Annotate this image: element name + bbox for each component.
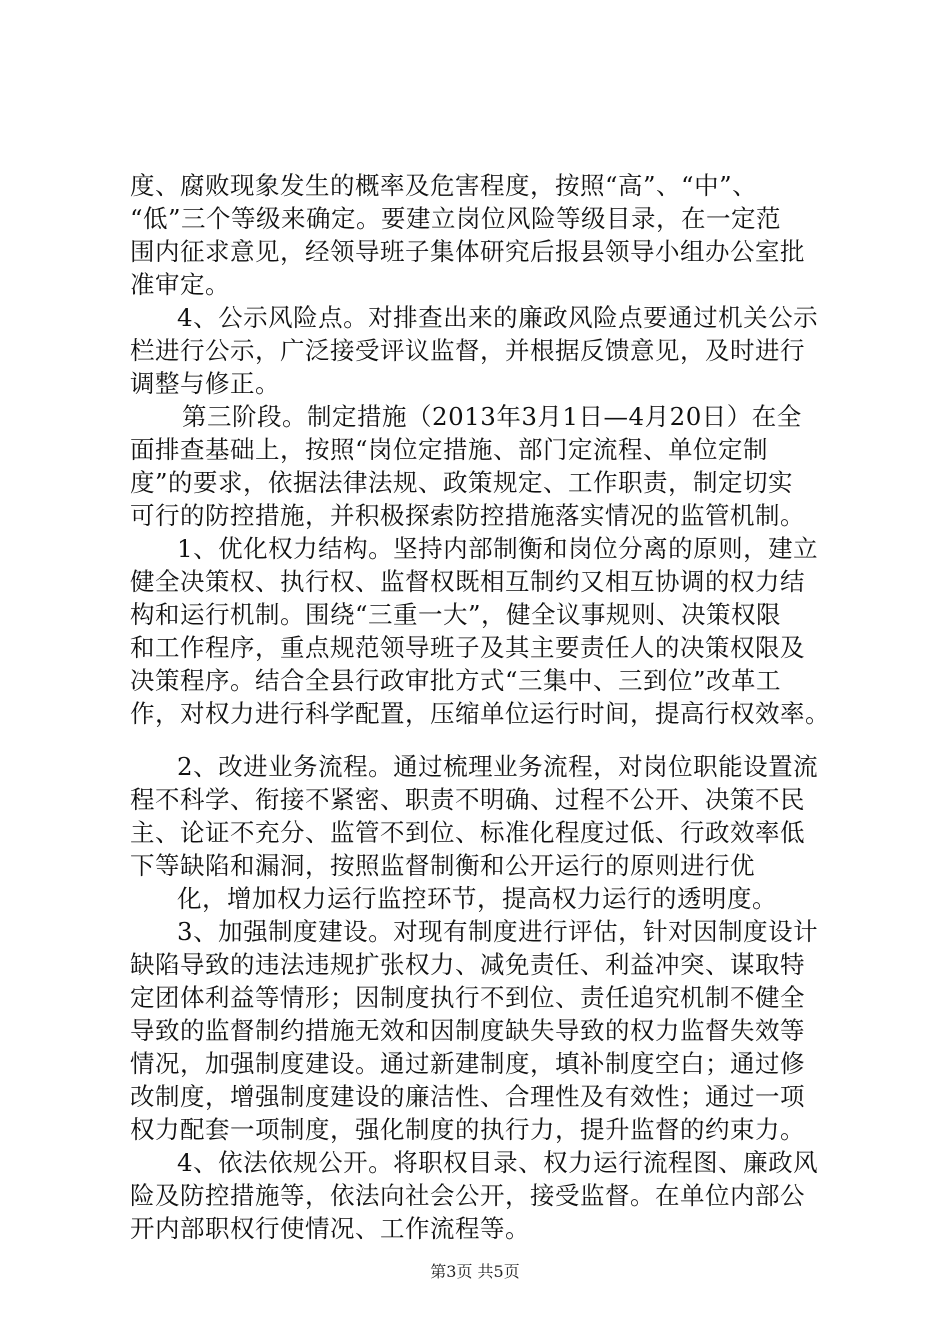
text-line: 健全决策权、执行权、监督权既相互制约又相互协调的权力结: [130, 567, 805, 596]
page-number: 第3页 共5页: [430, 1262, 520, 1281]
text-line: 3、加强制度建设。对现有制度进行评估，针对因制度设计: [177, 917, 819, 946]
text-line: 构和运行机制。围绕“三重一大”，健全议事规则、决策权限: [130, 600, 782, 629]
text-line: 度、腐败现象发生的概率及危害程度，按照“高”、“中”、: [130, 171, 758, 200]
text-line: 作，对权力进行科学配置，压缩单位运行时间，提高行权效率。: [130, 699, 830, 728]
text-line: 围内征求意见，经领导班子集体研究后报县领导小组办公室批: [130, 237, 805, 266]
text-line: 栏进行公示，广泛接受评议监督，并根据反馈意见，及时进行: [130, 336, 805, 365]
text-line: 开内部职权行使情况、工作流程等。: [130, 1214, 530, 1243]
text-line: 化，增加权力运行监控环节，提高权力运行的透明度。: [177, 884, 777, 913]
text-line: 决策程序。结合全县行政审批方式“三集中、三到位”改革工: [130, 666, 782, 695]
text-line: 险及防控措施等，依法向社会公开，接受监督。在单位内部公: [130, 1181, 805, 1210]
text-line: 第三阶段。制定措施（2013年3月1日—4月20日）在全: [182, 402, 802, 431]
text-line: 主、论证不充分、监管不到位、标准化程度过低、行政效率低: [130, 818, 805, 847]
text-line: 和工作程序，重点规范领导班子及其主要责任人的决策权限及: [130, 633, 805, 662]
text-line: 2、改进业务流程。通过梳理业务流程，对岗位职能设置流: [177, 752, 819, 781]
text-line: 调整与修正。: [130, 369, 280, 398]
text-line: 下等缺陷和漏洞，按照监督制衡和公开运行的原则进行优: [130, 851, 755, 880]
text-line: 面排查基础上，按照“岗位定措施、部门定流程、单位定制: [130, 435, 769, 464]
text-line: 4、公示风险点。对排查出来的廉政风险点要通过机关公示: [177, 303, 819, 332]
text-line: 定团体利益等情形；因制度执行不到位、责任追究机制不健全: [130, 983, 805, 1012]
text-line: 1、优化权力结构。坚持内部制衡和岗位分离的原则，建立: [177, 534, 819, 563]
text-line: 改制度，增强制度建设的廉洁性、合理性及有效性；通过一项: [130, 1082, 805, 1111]
text-line: “低”三个等级来确定。要建立岗位风险等级目录，在一定范: [130, 204, 782, 233]
text-line: 可行的防控措施，并积极探索防控措施落实情况的监管机制。: [130, 501, 805, 530]
text-line: 情况，加强制度建设。通过新建制度，填补制度空白；通过修: [130, 1049, 805, 1078]
text-line: 权力配套一项制度，强化制度的执行力，提升监督的约束力。: [130, 1115, 805, 1144]
text-line: 程不科学、衔接不紧密、职责不明确、过程不公开、决策不民: [130, 785, 805, 814]
text-line: 准审定。: [130, 270, 230, 299]
text-line: 4、依法依规公开。将职权目录、权力运行流程图、廉政风: [177, 1148, 819, 1177]
text-line: 导致的监督制约措施无效和因制度缺失导致的权力监督失效等: [130, 1016, 805, 1045]
text-line: 度”的要求，依据法律法规、政策规定、工作职责，制定切实: [130, 468, 794, 497]
text-line: 缺陷导致的违法违规扩张权力、减免责任、利益冲突、谋取特: [130, 950, 805, 979]
